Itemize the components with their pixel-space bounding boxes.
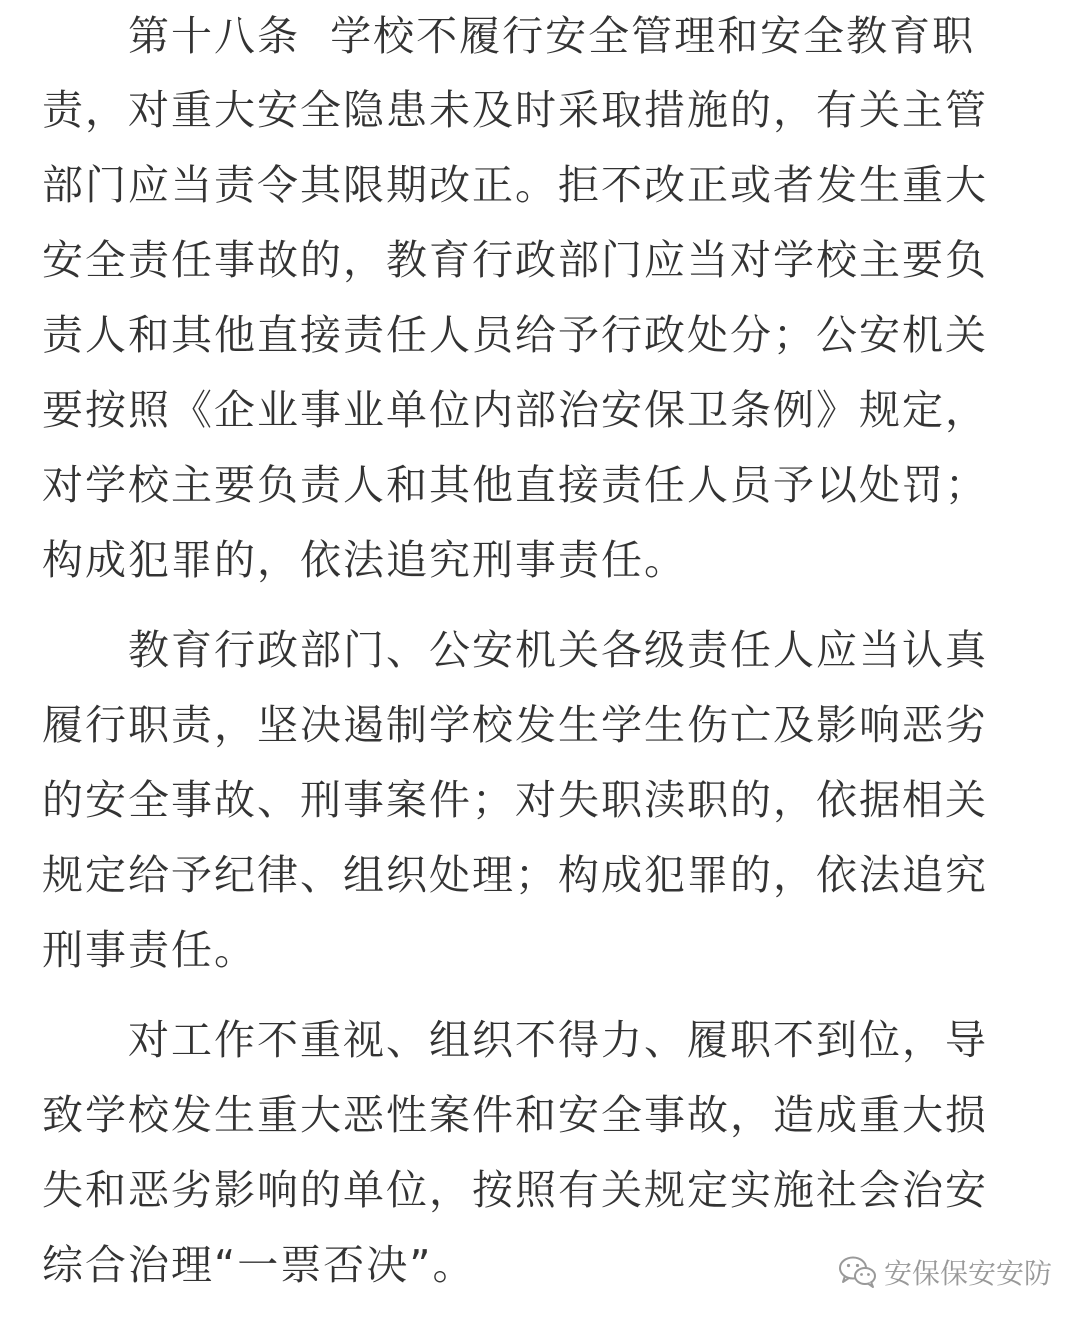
paragraph-1-line-6: 要按照《企业事业单位内部治安保卫条例》规定， bbox=[42, 386, 988, 434]
paragraph-1-line-1: 第十八条 学校不履行安全管理和安全教育职 bbox=[128, 12, 976, 60]
paragraph-3-line-1: 对工作不重视、组织不得力、履职不到位，导 bbox=[128, 1016, 988, 1064]
paragraph-1-line-8: 构成犯罪的，依法追究刑事责任。 bbox=[42, 536, 687, 584]
paragraph-2-line-1: 教育行政部门、公安机关各级责任人应当认真 bbox=[128, 626, 988, 674]
paragraph-2-line-3: 的安全事故、刑事案件；对失职渎职的，依据相关 bbox=[42, 776, 988, 824]
paragraph-3-line-4: 综合治理“一票否决”。 bbox=[42, 1241, 476, 1289]
watermark bbox=[838, 1250, 1052, 1294]
watermark-text: 安保保安安防 bbox=[884, 1257, 1053, 1290]
paragraph-2-line-2: 履行职责，坚决遏制学校发生学生伤亡及影响恶劣 bbox=[42, 701, 988, 749]
paragraph-3-line-3: 失和恶劣影响的单位，按照有关规定实施社会治安 bbox=[42, 1166, 988, 1214]
wechat-icon bbox=[838, 1255, 878, 1289]
paragraph-3-line-2: 致学校发生重大恶性案件和安全事故，造成重大损 bbox=[42, 1091, 988, 1139]
paragraph-1-line-2: 责，对重大安全隐患未及时采取措施的，有关主管 bbox=[42, 86, 988, 134]
paragraph-2-line-4: 规定给予纪律、组织处理；构成犯罪的，依法追究 bbox=[42, 851, 988, 899]
paragraph-1-line-4: 安全责任事故的，教育行政部门应当对学校主要负 bbox=[42, 236, 988, 284]
paragraph-1-line-3: 部门应当责令其限期改正。拒不改正或者发生重大 bbox=[42, 161, 988, 209]
paragraph-1-line-5: 责人和其他直接责任人员给予行政处分；公安机关 bbox=[42, 311, 988, 359]
paragraph-1-line-7: 对学校主要负责人和其他直接责任人员予以处罚； bbox=[42, 461, 988, 509]
paragraph-2-line-5: 刑事责任。 bbox=[42, 926, 257, 974]
